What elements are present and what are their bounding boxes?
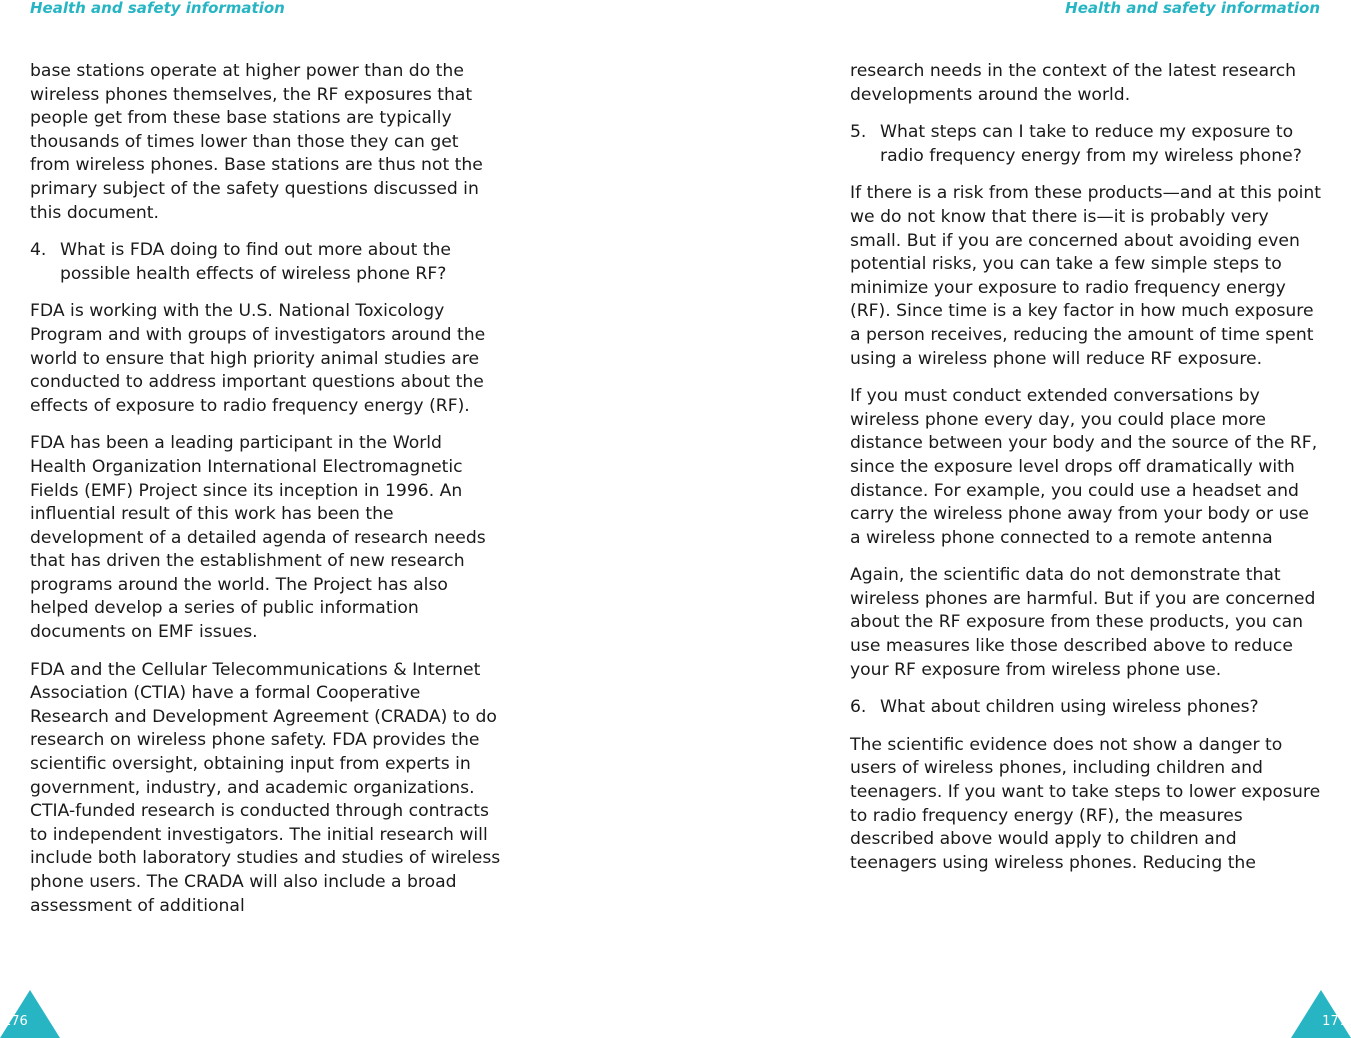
paragraph: If you must conduct extended conversations by wireless phone every day, you could place more distance between your body and the source of the RF, since the exposure level drops off dramatically with distance. For example, you could use a headset and carry the wireless phone away from your body or use a wireless phone connected to a remote antenna [850,386,1318,548]
question-number: 5. [850,122,867,143]
paragraph: research needs in the context of the latest research developments around the world. [850,61,1297,105]
question-text: What about children using wireless phones? [880,697,1259,718]
page-number-tab-left [0,990,60,1038]
paragraph: FDA and the Cellular Telecommunications & Internet Association (CTIA) have a formal Cooperative Research and Development Agreement (CRADA) to do research on wireless phone safety. FDA provides the scientific oversight, obtaining input from experts in government, industry, and academic organizations. CTIA-funded research is conducted through contracts to independent investigators. The initial research will include both laboratory studies and studies of wireless phone users. The CRADA will also include a broad assessment of additional [30,659,501,916]
page-number-tab-right [1291,990,1351,1038]
question-4 [30,239,502,286]
page-number: 177 [1322,1014,1347,1029]
question-6 [850,696,1322,720]
paragraph: If there is a risk from these products—and at this point we do not know that there is—it is probably very small. But if you are concerned about avoiding even potential risks, you can take a few simple steps to minimize your exposure to radio frequency energy (RF). Since time is a key factor in how much exposure a person receives, reducing the amount of time spent using a wireless phone will reduce RF exposure. [850,183,1322,369]
paragraph: The scientific evidence does not show a danger to users of wireless phones, including children and teenagers. If you want to take steps to lower exposure to radio frequency energy (RF), the measures described above would apply to children and teenagers using wireless phones. Reducing the [850,734,1321,873]
question-5 [850,121,1322,168]
paragraph: Again, the scientific data do not demonstrate that wireless phones are harmful. But if you are concerned about the RF exposure from these products, you can use measures like those described above to reduce your RF exposure from wireless phone use. [850,565,1316,680]
question-text: What steps can I take to reduce my exposure to radio frequency energy from my wireless phone? [880,122,1302,166]
running-head-right: Health and safety information [1065,0,1320,17]
right-page [676,0,1351,1038]
running-head-left: Health and safety information [30,0,285,17]
left-text-column [30,60,502,932]
left-page [0,0,675,1038]
right-text-column [850,60,1322,889]
page-number: 176 [3,1014,28,1029]
question-number: 4. [30,240,47,261]
paragraph: base stations operate at higher power than do the wireless phones themselves, the RF exposures that people get from these base stations are typically thousands of times lower than those they can get from wireless phones. Base stations are thus not the primary subject of the safety questions discussed in this document. [30,61,483,223]
question-text: What is FDA doing to find out more about the possible health effects of wireless phone RF? [60,240,451,284]
paragraph: FDA has been a leading participant in the World Health Organization International Electromagnetic Fields (EMF) Project since its inception in 1996. An influential result of this work has been the development of a detailed agenda of research needs that has driven the establishment of new research programs around the world. The Project has also helped develop a series of public information documents on EMF issues. [30,433,486,643]
question-number: 6. [850,697,867,718]
paragraph: FDA is working with the U.S. National Toxicology Program and with groups of investigators around the world to ensure that high priority animal studies are conducted to address important questions about the effects of exposure to radio frequency energy (RF). [30,301,486,416]
